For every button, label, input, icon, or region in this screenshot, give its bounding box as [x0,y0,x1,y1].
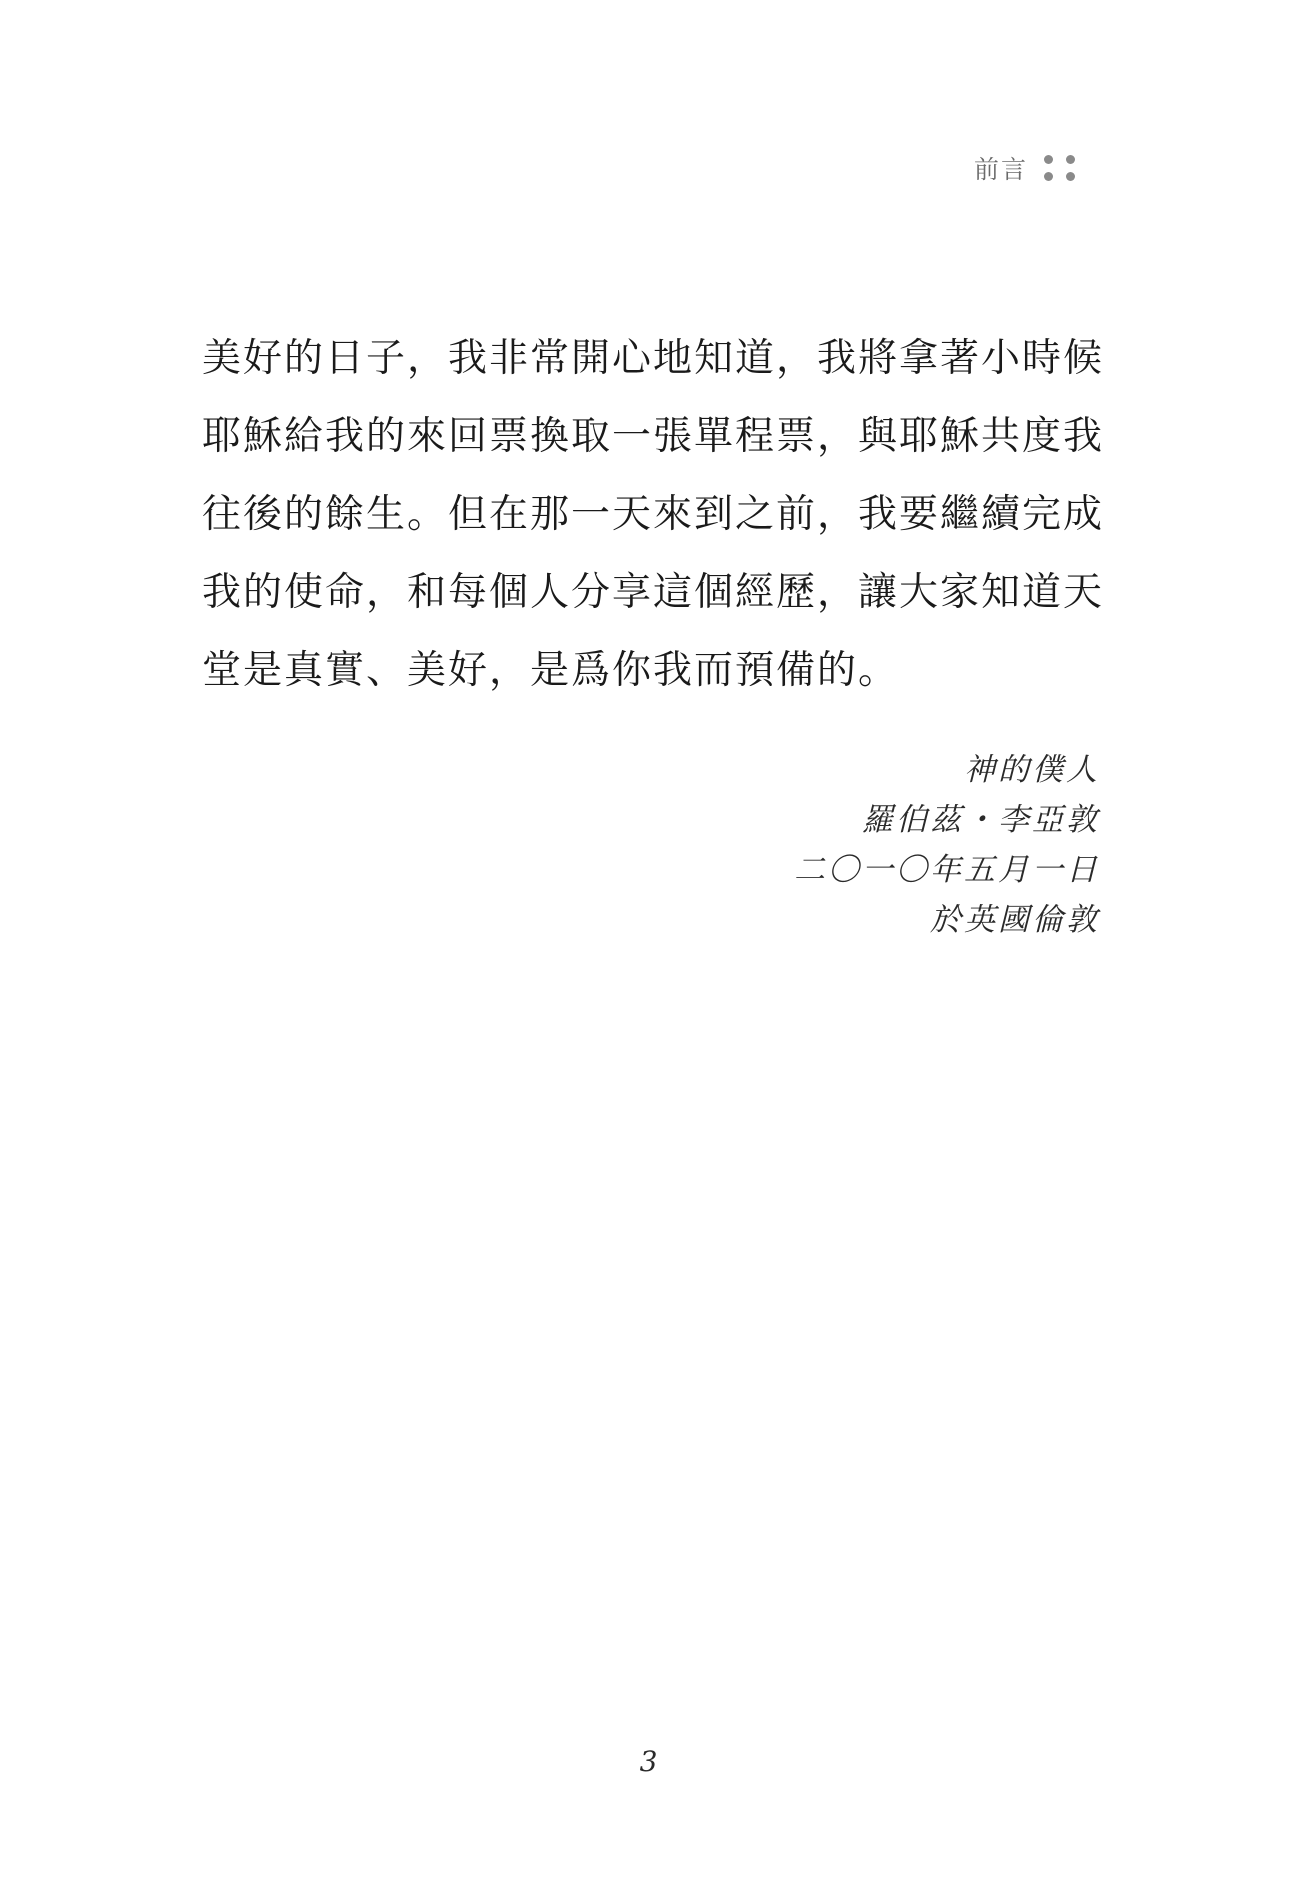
paragraph-line: 堂是真實、美好，是爲你我而預備的。 [202,648,900,693]
ornament-dot [1044,155,1053,164]
chapter-title: 前言 [973,155,1028,184]
ornament-dot [1066,172,1075,181]
paragraph-line: 耶穌給我的來回票換取一張單程票，與耶穌共度我 [202,414,1105,459]
page-number: 3 [639,1745,658,1778]
signature-place: 於英國倫敦 [930,902,1100,938]
signature-role: 神的僕人 [964,752,1100,788]
signature-author: 羅伯茲・李亞敦 [862,802,1100,838]
ornament-dot [1066,155,1075,164]
paragraph-line: 美好的日子，我非常開心地知道，我將拿著小時候 [202,336,1105,381]
paragraph-line: 我的使命，和每個人分享這個經歷，讓大家知道天 [202,570,1105,615]
four-dot-ornament-icon [1044,155,1075,181]
body-paragraph [202,320,1105,710]
signature-block [794,745,1100,945]
running-header [974,150,1075,186]
ornament-dot [1044,172,1053,181]
signature-date: 二〇一〇年五月一日 [794,852,1100,888]
paragraph-line: 往後的餘生。但在那一天來到之前，我要繼續完成 [202,492,1105,537]
